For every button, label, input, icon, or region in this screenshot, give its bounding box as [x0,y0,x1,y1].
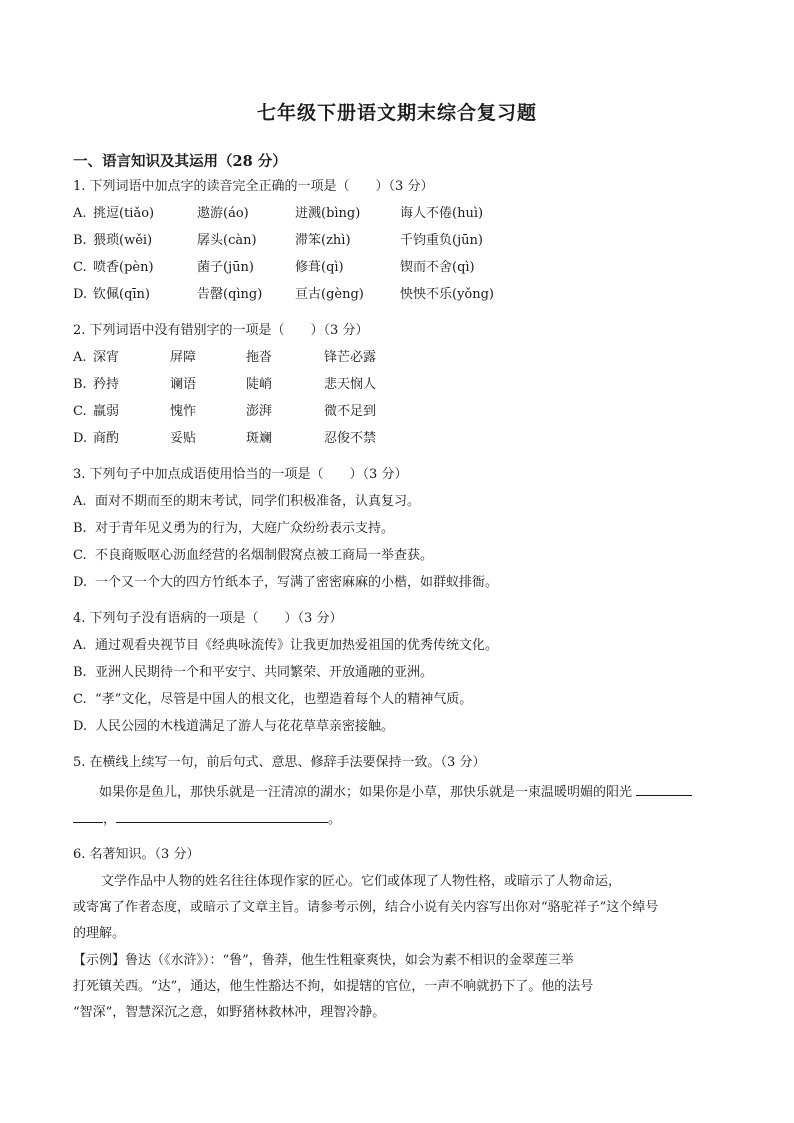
option-word: 陡峭 [246,377,273,392]
question-6-paragraph-1: 文学作品中人物的姓名往往体现作家的匠心。它们或体现了人物性格，或暗示了人物命运， [101,874,622,889]
page-title: 七年级下册语文期末综合复习题 [256,102,537,124]
option-label: D. [73,575,88,590]
option-label: C. [73,404,87,419]
option-word: 猥琐(wěi) [93,233,153,248]
question-6-stem: 6. 名著知识。（3 分） [73,847,200,862]
option-label: A. [73,638,87,653]
option-row [73,718,394,736]
section-heading: 一、语言知识及其运用（28 分） [73,153,287,170]
option-word: 遨游(áo) [197,206,249,221]
option-row [73,232,533,250]
option-word: 锲而不舍(qì) [400,260,475,275]
option-word: 深宵 [93,350,120,365]
option-label: C. [73,692,87,707]
example-line-3: “智深”，智慧深沉之意，如野猪林救林冲，理智冷静。 [73,1005,386,1020]
option-text: 不良商贩呕心沥血经营的名烟制假窝点被工商局一举查获。 [95,548,434,563]
answer-blank[interactable] [116,808,328,823]
option-label: D. [73,287,88,302]
option-label: C. [73,548,87,563]
question-3-stem: 3. 下列句子中加点成语使用恰当的一项是（ ）（3 分） [73,467,408,482]
option-row [73,349,533,367]
option-row [73,259,533,277]
option-word: 矜持 [93,377,120,392]
comma: ， [103,812,117,827]
question-1-stem: 1. 下列词语中加点字的读音完全正确的一项是（ ）（3 分） [73,179,434,194]
question-5-stem: 5. 在横线上续写一句，前后句式、意思、修辞手法要保持一致。（3 分） [73,755,486,770]
option-word: 钦佩(qīn) [93,287,150,302]
option-word: 修葺(qì) [295,260,344,275]
option-row [73,664,433,682]
option-word: 怏怏不乐(yǒng) [400,287,495,302]
option-row [73,691,472,709]
question-5-prompt: 如果你是鱼儿，那快乐就是一汪清凉的湖水；如果你是小草，那快乐就是一束温暖明媚的阳光 [99,785,633,800]
option-label: A. [73,350,87,365]
option-word: 菌子(jūn) [197,260,254,275]
option-word: 亘古(gèng) [295,287,364,302]
option-row [73,403,533,421]
option-word: 告罄(qìng) [197,287,263,302]
option-word: 澎湃 [246,404,273,419]
option-label: A. [73,206,87,221]
option-text: 通过观看央视节目《经典咏流传》让我更加热爱祖国的优秀传统文化。 [95,638,499,653]
option-text: 亚洲人民期待一个和平安宁、共同繁荣、开放通融的亚洲。 [95,665,434,680]
question-5-line-2 [73,808,341,829]
option-row [73,547,433,565]
period: 。 [328,812,342,827]
option-label: C. [73,260,87,275]
option-row [73,493,420,511]
option-word: 千钧重负(jūn) [400,233,483,248]
option-row [73,205,533,223]
option-row [73,637,498,655]
option-label: B. [73,665,87,680]
option-label: B. [73,521,87,536]
option-text: 一个又一个大的四方竹纸本子，写满了密密麻麻的小楷，如群蚁排衙。 [95,575,499,590]
question-2-stem: 2. 下列词语中没有错别字的一项是（ ）（3 分） [73,323,369,338]
option-label: B. [73,377,87,392]
option-word: 迸溅(bìng) [295,206,361,221]
option-word: 妥贴 [170,431,197,446]
option-word: 诲人不倦(huì) [400,206,484,221]
option-label: B. [73,233,87,248]
option-word: 滞笨(zhì) [295,233,351,248]
option-word: 微不足到 [324,404,377,419]
option-word: 忍俊不禁 [324,431,377,446]
option-label: D. [73,431,88,446]
option-text: 对于青年见义勇为的行为，大庭广众纷纷表示支持。 [95,521,395,536]
option-text: 面对不期而至的期末考试，同学们积极准备，认真复习。 [95,494,421,509]
option-word: 屏障 [170,350,197,365]
option-row [73,376,533,394]
option-text: “孝”文化，尽管是中国人的根文化，也塑造着每个人的精神气质。 [95,692,473,707]
question-6-paragraph-3: 的理解。 [73,926,126,941]
option-word: 喷香(pèn) [93,260,154,275]
option-word: 羸弱 [93,404,120,419]
question-4-stem: 4. 下列句子没有语病的一项是（ ）（3 分） [73,611,343,626]
option-word: 孱头(càn) [197,233,257,248]
option-row [73,574,498,592]
answer-blank[interactable] [73,808,103,823]
question-6-paragraph-2: 或寄寓了作者态度，或暗示了文章主旨。请参考示例，结合小说有关内容写出你对“骆驼祥子”这个绰号 [73,900,659,915]
option-label: D. [73,719,88,734]
option-word: 斑斓 [246,431,273,446]
option-word: 谰语 [170,377,197,392]
option-row [73,430,533,448]
example-line-1: 【示例】鲁达（《水浒》）：“鲁”，鲁莽，他生性粗豪爽快，如会为素不相识的金翠莲三举 [73,953,574,968]
question-5-line [99,781,692,802]
option-word: 商酌 [93,431,120,446]
option-word: 拖沓 [246,350,273,365]
answer-blank[interactable] [636,781,692,796]
option-label: A. [73,494,87,509]
example-line-2: 打死镇关西。“达”，通达，他生性豁达不拘，如提辖的官位，一声不响就扔下了。他的法号 [73,979,594,994]
option-word: 愧怍 [170,404,197,419]
option-text: 人民公园的木栈道满足了游人与花花草草亲密接触。 [95,719,395,734]
option-row [73,520,394,538]
option-word: 锋芒必露 [324,350,377,365]
option-row [73,286,533,304]
option-word: 挑逗(tiǎo) [93,206,155,221]
option-word: 悲天悯人 [324,377,377,392]
